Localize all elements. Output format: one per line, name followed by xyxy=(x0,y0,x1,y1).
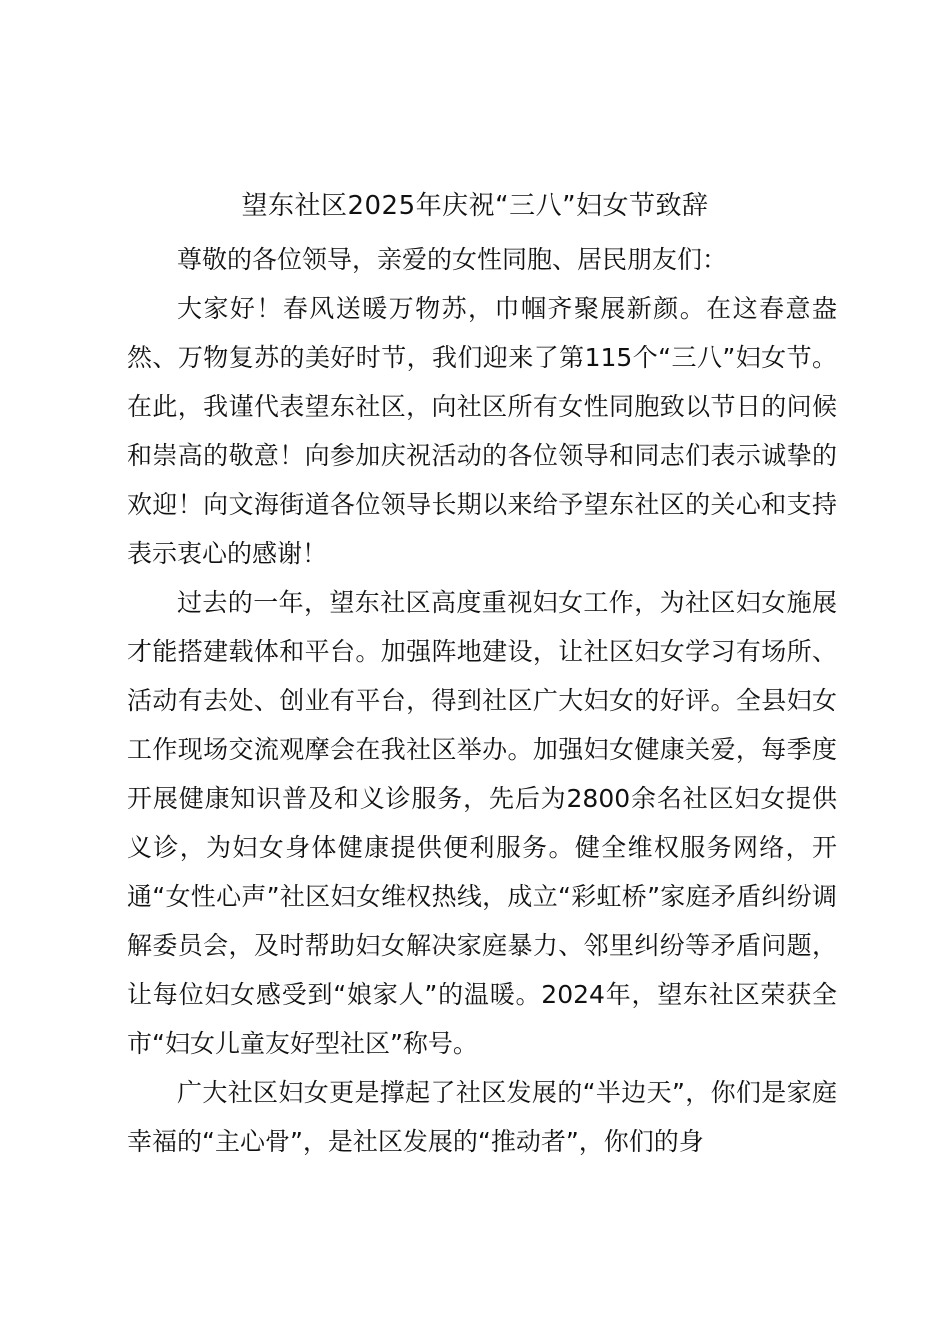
paragraph-greeting: 大家好！春风送暖万物苏，巾帼齐聚展新颜。在这春意盎然、万物复苏的美好时节，我们迎来了第115个“三八”妇女节。在此，我谨代表望东社区，向社区所有女性同胞致以节日的问候和崇高的敬意！向参加庆祝活动的各位领导和同志们表示诚挚的欢迎！向文海街道各位领导长期以来给予望东社区的关心和支持表示衷心的感谢！ xyxy=(127,294,837,568)
paragraph-past-year: 过去的一年，望东社区高度重视妇女工作，为社区妇女施展才能搭建载体和平台。加强阵地建设，让社区妇女学习有场所、活动有去处、创业有平台，得到社区广大妇女的好评。全县妇女工作现场交流观摩会在我社区举办。加强妇女健康关爱，每季度开展健康知识普及和义诊服务，先后为2800余名社区妇女提供义诊，为妇女身体健康提供便利服务。健全维权服务网络，开通“女性心声”社区妇女维权热线，成立“彩虹桥”家庭矛盾纠纷调解委员会，及时帮助妇女解决家庭暴力、邻里纠纷等矛盾问题，让每位妇女感受到“娘家人”的温暖。2024年，望东社区荣获全市“妇女儿童友好型社区”称号。 xyxy=(127,588,837,1058)
document-title: 望东社区2025年庆祝“三八”妇女节致辞 xyxy=(241,191,709,221)
document-body xyxy=(127,235,837,1166)
paragraph-half-sky: 广大社区妇女更是撑起了社区发展的“半边天”，你们是家庭幸福的“主心骨”，是社区发展的“推动者”，你们的身 xyxy=(127,1078,837,1156)
salutation: 尊敬的各位领导，亲爱的女性同胞、居民朋友们： xyxy=(177,245,728,274)
